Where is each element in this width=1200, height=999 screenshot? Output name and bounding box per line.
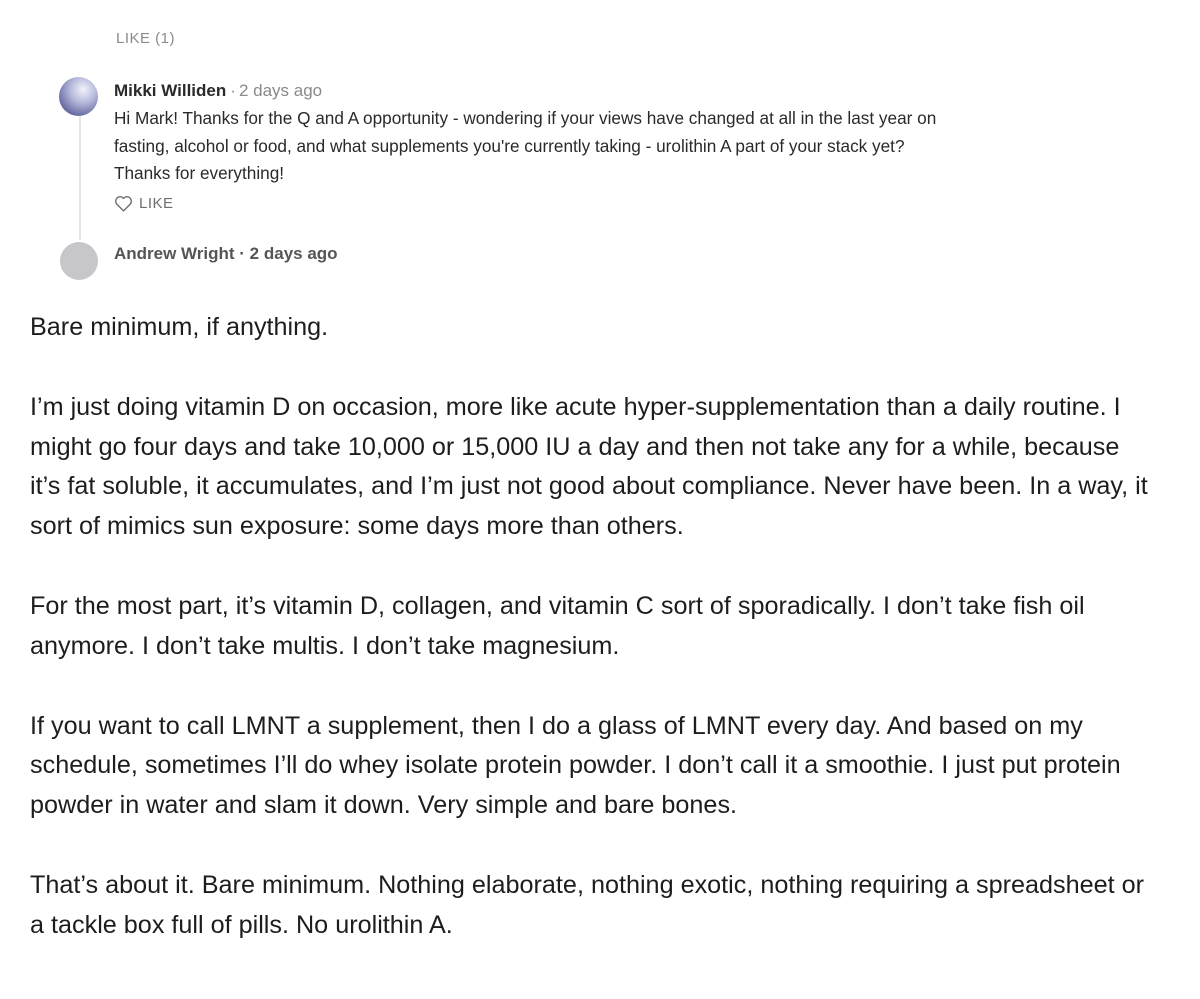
paragraph-3: For the most part, it’s vitamin D, collagen, and vitamin C sort of sporadically. I don’t take fish oil anymore. I don’t take multis. I don’t take magnesium. xyxy=(30,591,1085,660)
next-comment-avatar[interactable] xyxy=(60,242,98,280)
heart-outline-icon xyxy=(114,195,133,212)
paragraph-2: I’m just doing vitamin D on occasion, more like acute hyper-supplementation than a daily routine. I might go four days and take 10,000 or 15,000 IU a day and then not take any for a while, because it’s fat soluble, it accumulates, and I’m just not good about compliance. Never have been. In a way, it sort of mimics sun exposure: some days more than others. xyxy=(30,392,1148,541)
previous-like-button[interactable]: LIKE (1) xyxy=(116,30,176,47)
avatar[interactable] xyxy=(59,77,98,116)
paragraph-4: If you want to call LMNT a supplement, then I do a glass of LMNT every day. And based on my schedule, sometimes I’ll do whey isolate protein powder. I don’t call it a smoothie. I just put protein powder in water and slam it down. Very simple and bare bones. xyxy=(30,711,1121,820)
like-label: LIKE xyxy=(139,195,174,212)
comment-author[interactable]: Mikki Williden xyxy=(114,81,227,100)
paragraph-1: Bare minimum, if anything. xyxy=(30,313,329,341)
comment-screenshot xyxy=(40,30,940,263)
separator-dot: · xyxy=(230,81,236,100)
comment-body: Hi Mark! Thanks for the Q and A opportunity - wondering if your views have changed at all in the last year on fasting, alcohol or food, and what supplements you're currently taking - urolithin A part of your stack yet? Thanks for everything! xyxy=(114,108,937,183)
article-body xyxy=(30,308,1150,986)
comment-timestamp[interactable]: 2 days ago xyxy=(238,81,323,100)
like-button[interactable] xyxy=(114,195,174,212)
paragraph-5: That’s about it. Bare minimum. Nothing elaborate, nothing exotic, nothing requiring a spreadsheet or a tackle box full of pills. No urolithin A. xyxy=(30,870,1145,939)
next-comment-author[interactable]: Andrew Wright · 2 days ago xyxy=(114,244,338,263)
thread-line xyxy=(79,116,81,240)
comment-header xyxy=(114,81,322,101)
